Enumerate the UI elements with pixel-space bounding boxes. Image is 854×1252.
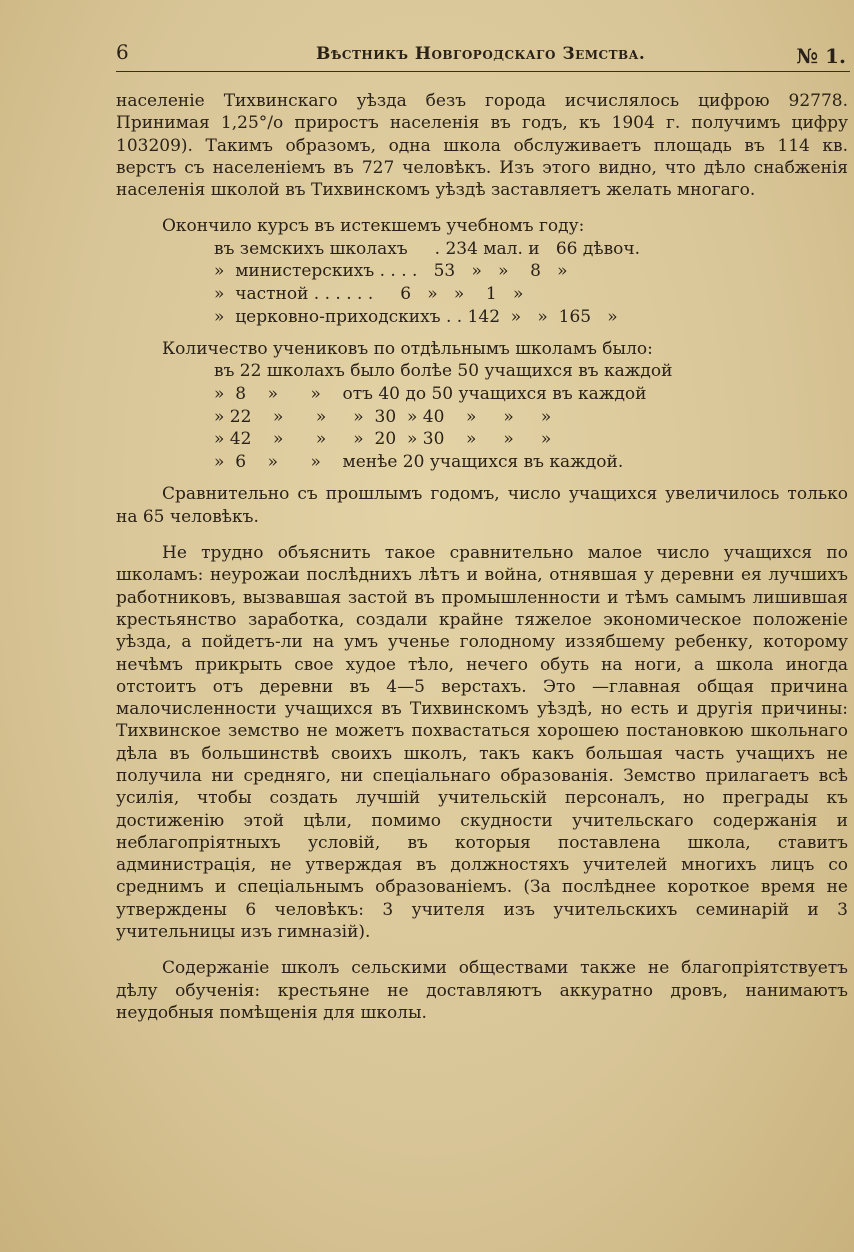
journal-title: Вѣстникъ Новгородскаго Земства. — [316, 44, 646, 64]
paragraph-students-intro: Количество учениковъ по отдѣльнымъ школамъ было: — [162, 339, 653, 360]
graduates-row: » министерскихъ . . . . 53 » » 8 » — [214, 261, 568, 282]
paragraph-reasons: Не трудно объяснить такое сравнительно малое число учащихся по школамъ: неурожаи послѣднихъ лѣтъ и война, отнявшая у деревни ея лучшихъ работниковъ, вызвавшая застой въ промышленности и тѣмъ самымъ лишившая крестьянство заработка, создали крайне тяжелое экономическое положеніе уѣзда, а пойдетъ-ли на умъ ученье голодному иззябшему ребенку, которому нечѣмъ прикрыть свое худое тѣло, нечего обуть на ноги, а школа иногда отстоитъ отъ деревни въ 4—5 верстахъ. Это —главная общая причина малочисленности учащихся въ Тихвинскомъ уѣздѣ, но есть и другія причины: Тихвинское земство не можетъ похвастаться хорошею постановкою школьнаго дѣла въ большинствѣ своихъ школъ, такъ какъ большая часть учащихъ не получила ни средняго, ни спеціальнаго образованія. Земство прилагаетъ всѣ усилія, чтобы создать лучшій учительскій персоналъ, но преграды къ достиженію этой цѣли, помимо скудности учительскаго содержанія и неблагопріятныхъ условій, въ которыя поставлена школа, ставитъ администрація, не утверждая въ должностяхъ учителей многихъ лицъ со среднимъ и спеціальнымъ образованіемъ. (За послѣднее короткое время не утверждены 6 человѣкъ: 3 учителя изъ учительскихъ семинарій и 3 учительницы изъ гимназій). — [116, 543, 848, 943]
paragraph-graduates-intro: Окончило курсъ въ истекшемъ учебномъ году: — [162, 216, 585, 237]
graduates-row: » частной . . . . . . 6 » » 1 » — [214, 283, 524, 304]
graduates-row: » церковно-приходскихъ . . 142 » » 165 » — [214, 306, 618, 327]
paragraph-maintenance: Содержаніе школъ сельскими обществами также не благопріятствуетъ дѣлу обученія: крестьяне не доставляютъ аккуратно дровъ, нанимаютъ неудобныя помѣщенія для школы. — [116, 958, 848, 1023]
students-row: въ 22 школахъ было болѣе 50 учащихся въ каждой — [214, 361, 673, 382]
students-row: » 42 » » » 20 » 30 » » » — [214, 429, 552, 450]
page-number: 6 — [116, 40, 129, 64]
issue-number: № 1. — [796, 44, 846, 68]
page-body — [116, 90, 848, 1024]
paragraph-comparison: Сравнительно съ прошлымъ годомъ, число учащихся увеличилось только на 65 человѣкъ. — [116, 484, 848, 527]
graduates-row: въ земскихъ школахъ . 234 мал. и 66 дѣвоч. — [214, 238, 641, 259]
page-header — [116, 36, 850, 76]
paragraph-population: населеніе Тихвинскаго уѣзда безъ города исчислялось цифрою 92778. Принимая 1,25°/о приростъ населенія въ годъ, къ 1904 г. получимъ цифру 103209). Такимъ образомъ, одна школа обслуживаетъ площадь въ 114 кв. верстъ съ населеніемъ въ 727 человѣкъ. Изъ этого видно, что дѣло снабженія населенія школой въ Тихвинскомъ уѣздѣ заставляетъ желать многаго. — [116, 91, 848, 201]
students-row: » 22 » » » 30 » 40 » » » — [214, 406, 552, 427]
header-rule — [116, 71, 850, 72]
students-row: » 6 » » менѣе 20 учащихся въ каждой. — [214, 451, 624, 472]
students-row: » 8 » » отъ 40 до 50 учащихся въ каждой — [214, 384, 647, 405]
